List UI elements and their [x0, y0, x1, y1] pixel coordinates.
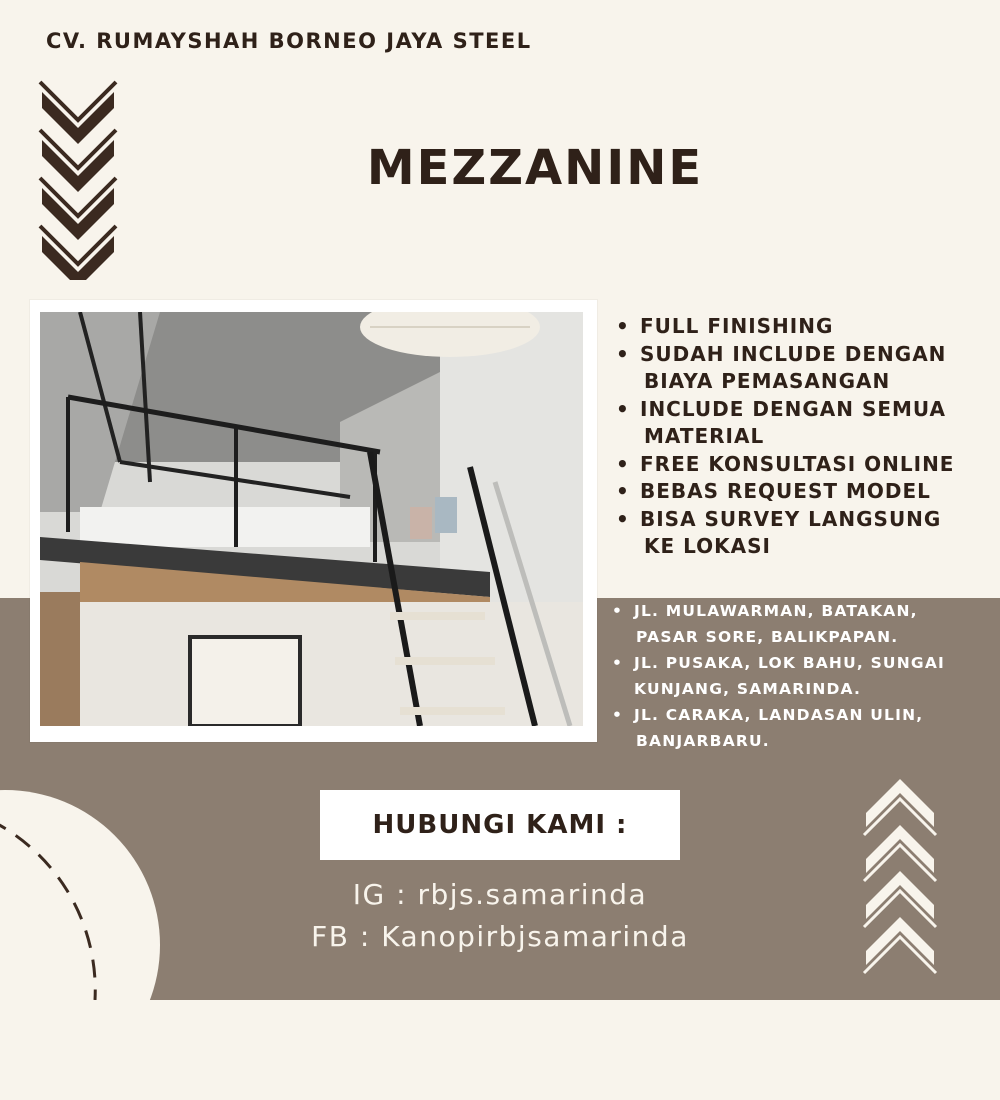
instagram-handle[interactable]: IG : rbjs.samarinda: [352, 878, 648, 911]
feature-text-cont: KE LOKASI: [644, 534, 771, 558]
feature-text-cont: MATERIAL: [644, 424, 765, 448]
feature-item: [612, 313, 992, 341]
features-list: [612, 313, 992, 561]
address-text: JL. CARAKA, LANDASAN ULIN,: [634, 706, 924, 724]
feature-text: SUDAH INCLUDE DENGAN: [640, 341, 947, 366]
feature-text: INCLUDE DENGAN SEMUA: [640, 396, 947, 421]
company-name: CV. RUMAYSHAH BORNEO JAYA STEEL: [46, 29, 532, 53]
feature-text: BISA SURVEY LANGSUNG: [640, 506, 942, 531]
address-list: [608, 598, 998, 754]
address-text-cont: PASAR SORE, BALIKPAPAN.: [636, 628, 899, 646]
feature-text: FREE KONSULTASI ONLINE: [640, 451, 955, 476]
address-text: JL. PUSAKA, LOK BAHU, SUNGAI: [634, 654, 945, 672]
address-item: [608, 598, 998, 650]
address-text: JL. MULAWARMAN, BATAKAN,: [634, 602, 918, 620]
feature-item: [612, 506, 992, 561]
mezzanine-photo: [40, 312, 583, 726]
contact-heading-box: [320, 790, 680, 860]
photo-frame: [30, 300, 597, 742]
address-text-cont: BANJARBARU.: [636, 732, 770, 750]
contact-heading: HUBUNGI KAMI :: [372, 810, 628, 840]
address-item: [608, 702, 998, 754]
facebook-handle[interactable]: FB : Kanopirbjsamarinda: [311, 920, 689, 953]
page-title: MEZZANINE: [366, 140, 704, 196]
feature-item: [612, 478, 992, 506]
address-item: [608, 650, 998, 702]
address-text-cont: KUNJANG, SAMARINDA.: [634, 680, 862, 698]
feature-item: [612, 451, 992, 479]
feature-text: BEBAS REQUEST MODEL: [640, 479, 931, 503]
feature-item: [612, 396, 992, 451]
feature-item: [612, 341, 992, 396]
chevron-up-stack-icon: [862, 775, 938, 980]
feature-text-cont: BIAYA PEMASANGAN: [644, 369, 891, 393]
feature-text: FULL FINISHING: [640, 314, 834, 338]
